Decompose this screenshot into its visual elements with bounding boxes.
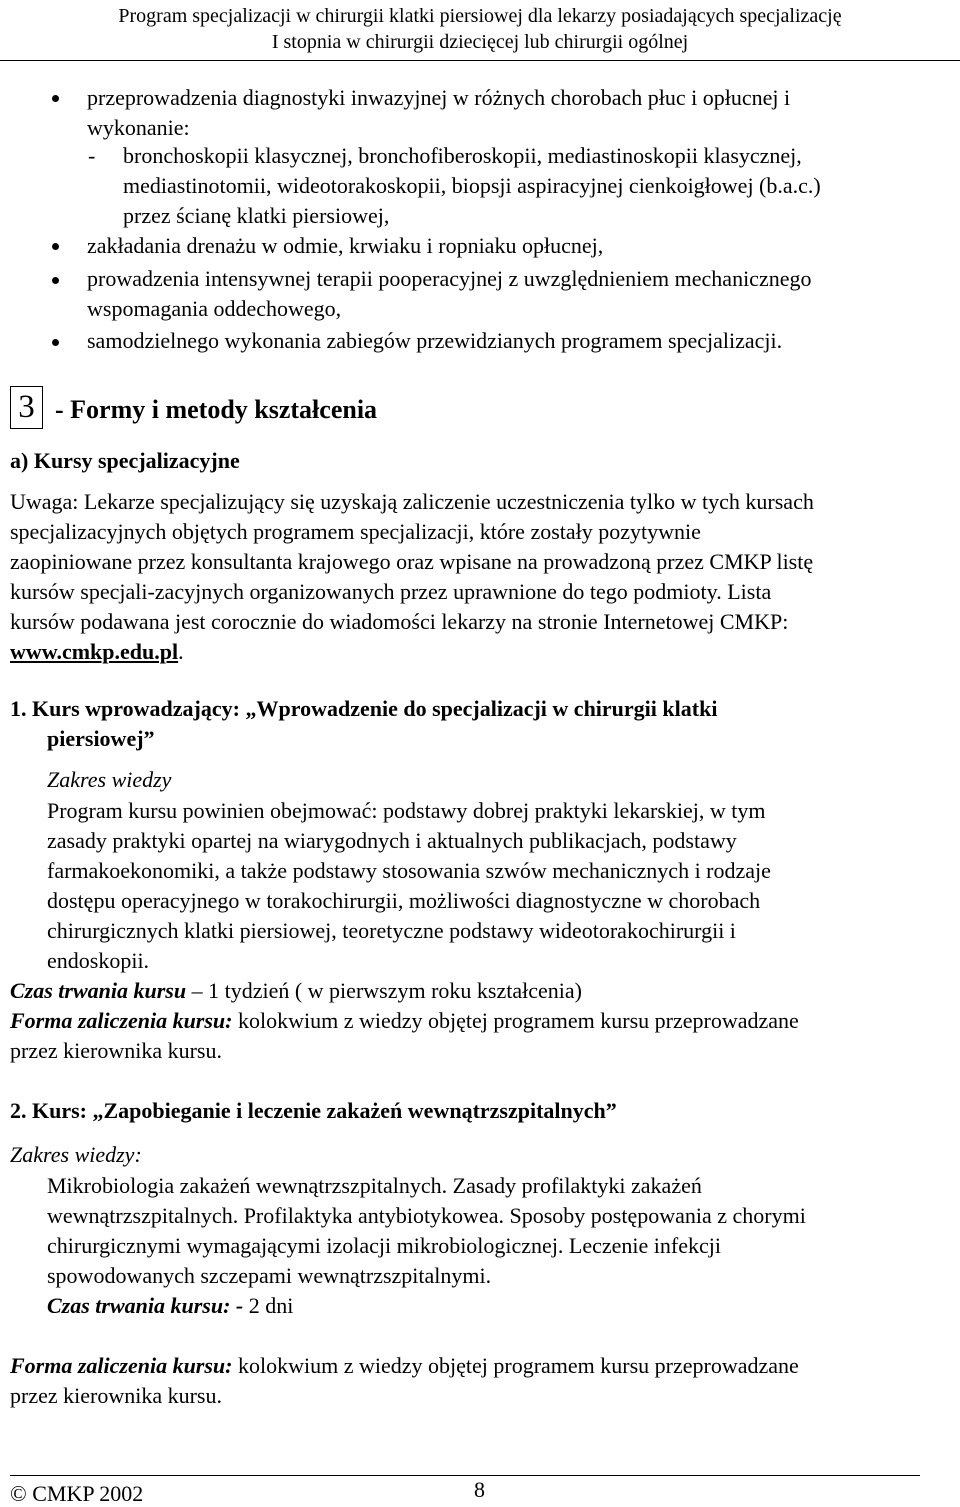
- cmkp-website-link[interactable]: www.cmkp.edu.pl: [10, 639, 179, 664]
- course2-para-line2: wewnątrzszpitalnych. Profilaktyka antybiotykowea. Sposoby postępowania z chorymi: [47, 1203, 806, 1228]
- sub-item-line1: bronchoskopii klasycznej, bronchofiberoskopii, mediastinoskopii klasycznej,: [123, 143, 802, 168]
- course1-scope-label: Zakres wiedzy: [47, 767, 172, 792]
- course2-duration-value: 2 dni: [243, 1293, 294, 1318]
- course2-pass-line2: przez kierownika kursu.: [10, 1383, 222, 1408]
- section-title: - Formy i metody kształcenia: [55, 395, 378, 424]
- list-item-3-line1: prowadzenia intensywnej terapii pooperacyjnej z uwzględnieniem mechanicznego: [87, 266, 812, 291]
- link-tail: .: [178, 639, 184, 664]
- course1-para-line4: dostępu operacyjnego w torakochirurgii, możliwości diagnostyczne w chorobach: [47, 888, 761, 913]
- section-subtitle: a) Kursy specjalizacyjne: [10, 448, 240, 473]
- note-line2: specjalizacyjnych objętych programem specjalizacji, które zostały pozytywnie: [10, 519, 701, 544]
- list-item-4: samodzielnego wykonania zabiegów przewidzianych programem specjalizacji.: [87, 328, 783, 353]
- list-item-1-line1: przeprowadzenia diagnostyki inwazyjnej w różnych chorobach płuc i opłucnej i: [87, 85, 791, 110]
- course1-para-line6: endoskopii.: [47, 948, 150, 973]
- page-header-line2: I stopnia w chirurgii dziecięcej lub chirurgii ogólnej: [271, 31, 689, 53]
- course1-title-line2: piersiowej”: [47, 726, 155, 751]
- course2-pass: [10, 1351, 799, 1381]
- note-line1: Uwaga: Lekarze specjalizujący się uzyskają zaliczenie uczestniczenia tylko w tych kursach: [10, 489, 814, 514]
- course2-pass-value: kolokwium z wiedzy objętej programem kursu przeprowadzane: [232, 1353, 799, 1378]
- header-divider: [0, 60, 960, 61]
- course1-pass-value: kolokwium z wiedzy objętej programem kursu przeprowadzane: [232, 1008, 799, 1033]
- note-line3: zaopiniowane przez konsultanta krajowego oraz wpisane na prowadzoną przez CMKP listę: [10, 549, 814, 574]
- page-number: 8: [474, 1477, 485, 1502]
- course2-title: 2. Kurs: „Zapobieganie i leczenie zakażeń wewnątrzszpitalnych”: [10, 1098, 617, 1123]
- course1-title-line1: 1. Kurs wprowadzający: „Wprowadzenie do specjalizacji w chirurgii klatki: [10, 696, 718, 721]
- note-line6: [10, 637, 184, 667]
- sub-item-line3: przez ścianę klatki piersiowej,: [123, 203, 390, 228]
- note-line5: kursów podawana jest corocznie do wiadomości lekarzy na stronie Internetowej CMKP:: [10, 609, 789, 634]
- course1-para-line2: zasady praktyki opartej na wiarygodnych i aktualnych publikacjach, podstawy: [47, 828, 737, 853]
- footer-divider: [10, 1475, 920, 1476]
- sub-item-dash: -: [88, 143, 96, 168]
- section-number-box: 3: [10, 386, 43, 429]
- course2-para-line1: Mikrobiologia zakażeń wewnątrzszpitalnych. Zasady profilaktyki zakażeń: [47, 1173, 702, 1198]
- list-item-3-line2: wspomagania oddechowego,: [87, 296, 342, 321]
- course1-pass-line2: przez kierownika kursu.: [10, 1038, 222, 1063]
- bullet-icon: [52, 243, 59, 250]
- footer-copyright: © CMKP 2002: [10, 1481, 144, 1506]
- list-item-2: zakładania drenażu w odmie, krwiaku i ropniaku opłucnej,: [87, 233, 604, 258]
- course1-para-line1: Program kursu powinien obejmować: podstawy dobrej praktyki lekarskiej, w tym: [47, 798, 766, 823]
- course2-duration: [47, 1291, 293, 1321]
- course2-scope-label: Zakres wiedzy:: [10, 1142, 142, 1167]
- page-header-line1: Program specjalizacji w chirurgii klatki piersiowej dla lekarzy posiadających specjalizację: [118, 5, 842, 27]
- course1-para-line3: farmakoekonomiki, a także podstawy stosowania szwów mechanicznych i rodzaje: [47, 858, 771, 883]
- course2-para-line4: spowodowanych szczepami wewnątrzszpitalnymi.: [47, 1263, 492, 1288]
- course1-duration-label: Czas trwania kursu: [10, 978, 187, 1003]
- bullet-icon: [52, 95, 59, 102]
- course2-pass-label: Forma zaliczenia kursu:: [10, 1353, 233, 1378]
- course1-duration-value: – 1 tydzień ( w pierwszym roku kształcenia): [186, 978, 582, 1003]
- bullet-icon: [52, 339, 59, 346]
- course1-pass: [10, 1006, 799, 1036]
- note-line4: kursów specjali-zacyjnych organizowanych przez uprawnione do tego podmioty. Lista: [10, 579, 772, 604]
- sub-item-line2: mediastinotomii, wideotorakoskopii, biopsji aspiracyjnej cienkoigłowej (b.a.c.): [123, 173, 821, 198]
- course1-pass-label: Forma zaliczenia kursu:: [10, 1008, 233, 1033]
- course2-para-line3: chirurgicznymi wymagającymi izolacji mikrobiologicznej. Leczenie infekcji: [47, 1233, 721, 1258]
- bullet-icon: [52, 277, 59, 284]
- course2-duration-label: Czas trwania kursu: -: [47, 1293, 244, 1318]
- course1-duration: [10, 976, 582, 1006]
- list-item-1-line2: wykonanie:: [87, 115, 190, 140]
- course1-para-line5: chirurgicznych klatki piersiowej, teoretyczne podstawy wideotorakochirurgii i: [47, 918, 736, 943]
